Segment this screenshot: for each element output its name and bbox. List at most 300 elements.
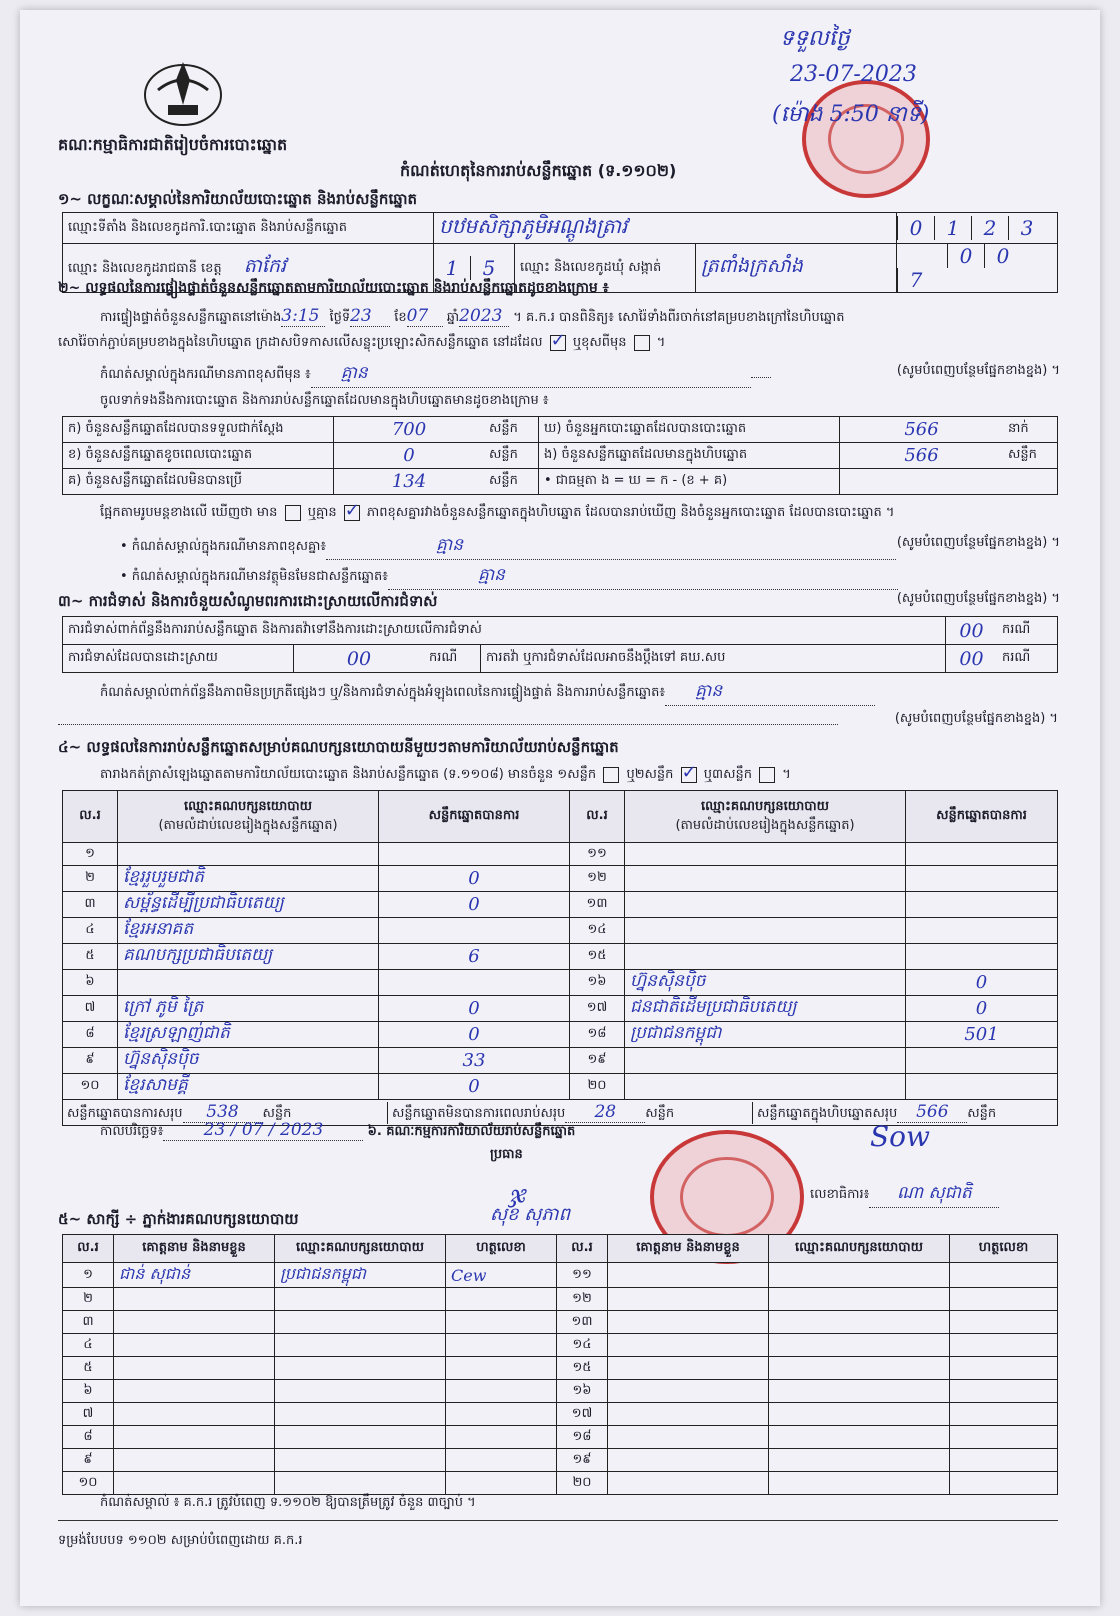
witness-party xyxy=(275,1472,446,1495)
witness-party xyxy=(275,1288,446,1311)
witness-signature xyxy=(446,1449,557,1472)
witness-signature xyxy=(446,1311,557,1334)
witness-party xyxy=(769,1403,950,1426)
unit: ករណី xyxy=(424,645,481,673)
left-label: ក) ចំនួនសន្លឹកឆ្នោតដែលបានទទួលជាក់ស្តែង xyxy=(63,417,334,443)
witness-signature xyxy=(446,1380,557,1403)
code-digit: 5 xyxy=(470,256,507,280)
witness-party xyxy=(275,1311,446,1334)
note1-line xyxy=(100,362,1060,388)
witness-signature: Cew xyxy=(446,1263,557,1288)
code-digit: 0 xyxy=(897,216,934,240)
witness-no: ១០ xyxy=(63,1472,114,1495)
text: ខែ xyxy=(394,310,407,325)
code-digit: 0 xyxy=(947,244,984,268)
footnote: កំណត់សម្គាល់ ៖ គ.ក.រ ត្រូវបំពេញ ទ.១១០២ ឱ្យបានត្រឹមត្រូវ ចំនួន ៣ច្បាប់ ។ xyxy=(100,1495,476,1510)
party-result-row xyxy=(63,866,1058,892)
party-no: ១៩ xyxy=(570,1048,625,1074)
party-result-row xyxy=(63,1022,1058,1048)
witness-row xyxy=(63,1426,1058,1449)
objection-row1-value: 00 xyxy=(945,617,997,645)
text: (សូមបំពេញបន្ថែមផ្នែកខាងខ្នង) ។ xyxy=(896,535,1060,550)
party-no: ១៥ xyxy=(570,944,625,970)
witness-party xyxy=(769,1380,950,1403)
text: កំណត់សម្គាល់ក្នុងករណីមានភាពខុសពីមុន ៖ xyxy=(100,367,311,382)
commune-value: ត្រពាំងក្រសាំង xyxy=(696,244,897,293)
right-value: 566 xyxy=(840,417,1004,443)
witness-no: ៥ xyxy=(63,1357,114,1380)
footer-rule xyxy=(58,1520,1058,1521)
text: ឬគ្មាន xyxy=(307,505,337,520)
location-code xyxy=(897,213,1058,244)
document-title: កំណត់ហេតុនៃការរាប់សន្លឹកឆ្នោត (ទ.១១០២) xyxy=(400,161,677,180)
party-votes: 0 xyxy=(906,970,1058,996)
party-no: ១២ xyxy=(570,866,625,892)
received-note-time: (ម៉ោង 5:50 នាទី) xyxy=(772,102,930,127)
party-no: ១១ xyxy=(570,843,625,866)
three-sheets-checkbox[interactable] xyxy=(759,767,775,783)
party-no: ៧ xyxy=(63,996,118,1022)
witness-party xyxy=(275,1426,446,1449)
col-name: គោត្តនាម និងនាមខ្លួន xyxy=(114,1235,275,1263)
witness-signature xyxy=(950,1472,1058,1495)
party-votes xyxy=(379,843,570,866)
party-no: ២០ xyxy=(570,1074,625,1100)
sheets-line: តារាងកត់ត្រាសំឡេងឆ្នោតតាមការិយាល័យបោះឆ្នោត និងរាប់សន្លឹកឆ្នោត (ទ.១១០៨) មានចំនួន ១សន្លឹក ឬ២សន្លឹក ✓ ឬ៣សន្លឹក ។ xyxy=(100,766,791,785)
section5-title: ៥~ សាក្សី ÷ ភ្នាក់ងារគណបក្សនយោបាយ xyxy=(58,1210,299,1228)
text: (តាមលំដាប់លេខរៀងក្នុងសន្លឹកឆ្នោត) xyxy=(675,817,855,833)
party-result-row xyxy=(63,970,1058,996)
one-sheet-checkbox[interactable] xyxy=(603,767,619,783)
witness-no: ២០ xyxy=(557,1472,608,1495)
ballot-count-row xyxy=(63,417,1058,443)
col-votes: សន្លឹកឆ្នោតបានការ xyxy=(379,791,570,843)
right-value xyxy=(840,469,1004,495)
appeal-value: 00 xyxy=(945,645,997,673)
form-note: ទម្រង់បែបបទ ១១០២ សម្រាប់បំពេញដោយ គ.ក.រ xyxy=(58,1533,303,1548)
party-no: ២ xyxy=(63,866,118,892)
party-party xyxy=(625,1074,906,1100)
section4-title: ៤~ លទ្ធផលនៃការរាប់សន្លឹកឆ្នោតសម្រាប់គណបក្សនយោបាយនីមួយៗតាមការិយាល័យរាប់សន្លឹកឆ្នោត xyxy=(58,738,619,756)
witness-party xyxy=(769,1288,950,1311)
party-votes xyxy=(906,1074,1058,1100)
objection-row1-label: ការជំទាស់ពាក់ព័ន្ធនឹងការរាប់សន្លឹកឆ្នោត និងការតវ៉ាទៅនឹងការដោះស្រាយលើការជំទាស់ xyxy=(63,617,946,645)
text: សោរ៉ៃចាក់ភ្ជាប់គម្របខាងក្នុងនៃហិបឆ្នោត ក្រដាសបិទកាសលើសន្លុះប្រឡោះសិកសន្លឹកឆ្នោត នៅដដែល xyxy=(58,335,543,350)
witness-row xyxy=(63,1311,1058,1334)
witness-no: ១៦ xyxy=(557,1380,608,1403)
party-votes: 0 xyxy=(379,866,570,892)
witness-name: ជាន់ សុជាន់ xyxy=(114,1263,275,1288)
witness-name xyxy=(608,1357,769,1380)
party-no: ៤ xyxy=(63,918,118,944)
witness-party xyxy=(769,1357,950,1380)
party-result-row xyxy=(63,918,1058,944)
ballot-count-row xyxy=(63,469,1058,495)
col-no: ល.រ xyxy=(63,791,118,843)
party-votes xyxy=(906,918,1058,944)
text: សន្លឹកឆ្នោតមិនបានការពេលរាប់សរុប xyxy=(392,1105,566,1121)
left-value: 0 xyxy=(334,443,485,469)
witness-row xyxy=(63,1334,1058,1357)
party-votes xyxy=(379,970,570,996)
text: សន្លឹកឆ្នោតបានការសរុប xyxy=(67,1105,183,1121)
committee-label: ៦. គណៈកម្មការការិយាល័យរាប់សន្លឹកឆ្នោត xyxy=(367,1124,576,1139)
witness-no: ១៥ xyxy=(557,1357,608,1380)
chair-label: ប្រធាន xyxy=(490,1147,523,1162)
objections-table xyxy=(62,616,1058,673)
party-votes xyxy=(906,1048,1058,1074)
note3-value: គ្មាន xyxy=(388,564,898,590)
note-suffix xyxy=(58,710,1058,729)
note2-line xyxy=(120,534,1060,560)
witness-party xyxy=(275,1403,446,1426)
code-digit: 1 xyxy=(934,216,971,240)
witness-row xyxy=(63,1357,1058,1380)
party-party xyxy=(118,970,379,996)
ballot-intro: ចូលទាក់ទងនឹងការបោះឆ្នោត និងការរាប់សន្លឹកឆ្នោតដែលមានក្នុងហិបឆ្នោតមានដូចខាងក្រោម ៖ xyxy=(100,393,549,408)
witness-signature xyxy=(446,1403,557,1426)
party-party xyxy=(625,843,906,866)
witness-name xyxy=(114,1403,275,1426)
party-votes xyxy=(379,918,570,944)
party-votes xyxy=(906,843,1058,866)
party-party: គណបក្សប្រជាធិបតេយ្យ xyxy=(118,944,379,970)
witness-name xyxy=(114,1472,275,1495)
party-votes xyxy=(906,866,1058,892)
witness-name xyxy=(608,1263,769,1288)
col-party: ឈ្មោះគណបក្សនយោបាយ xyxy=(275,1235,446,1263)
witness-no: ៧ xyxy=(63,1403,114,1426)
witness-no: ២ xyxy=(63,1288,114,1311)
witness-signature xyxy=(446,1472,557,1495)
unit: ករណី xyxy=(997,617,1058,645)
party-party xyxy=(625,1048,906,1074)
witness-signature xyxy=(950,1357,1058,1380)
has-difference-checkbox[interactable] xyxy=(285,505,301,521)
party-votes: 0 xyxy=(379,892,570,918)
left-label: ខ) ចំនួនសន្លឹកឆ្នោតខូចពេលបោះឆ្នោត xyxy=(63,443,334,469)
code-digit: 0 xyxy=(984,244,1021,268)
witness-row xyxy=(63,1403,1058,1426)
witness-name xyxy=(608,1311,769,1334)
witness-no: ៤ xyxy=(63,1334,114,1357)
text: លេខាធិការ xyxy=(810,1187,864,1202)
text: កំណត់សម្គាល់ពាក់ព័ន្ធនឹងភាពមិនប្រក្រតីផ្សេងៗ ឬ/និងការជំទាស់ក្នុងអំឡុងពេលនៃការផ្ទៀងផ្ទាត់ និងការរាប់សន្លឹកឆ្នោត៖ xyxy=(100,685,666,700)
party-party xyxy=(625,918,906,944)
party-party: ខ្មែររួបរួមជាតិ xyxy=(118,866,379,892)
party-no: ១៨ xyxy=(570,1022,625,1048)
received-note-date: 23-07-2023 xyxy=(790,62,917,87)
party-result-row xyxy=(63,843,1058,866)
party-party: ខ្មែរសាមគ្គី xyxy=(118,1074,379,1100)
text: • កំណត់សម្គាល់ក្នុងករណីមានភាពខុសគ្នា៖ xyxy=(120,539,327,554)
witness-party xyxy=(769,1472,950,1495)
party-party: ហ្វ៊ុនស៊ិនប៉ិច xyxy=(118,1048,379,1074)
witness-party xyxy=(275,1357,446,1380)
secretary-signature: Sow xyxy=(870,1120,931,1153)
section1-title: ១~ លក្ខណៈសម្គាល់នៃការិយាល័យបោះឆ្នោត និងរាប់សន្លឹកឆ្នោត xyxy=(58,190,418,208)
party-party: ក្រៅ ភូមិ ត្រៃ xyxy=(118,996,379,1022)
total-valid-value: 538 xyxy=(183,1102,263,1123)
party-votes: 33 xyxy=(379,1048,570,1074)
witness-no: ១៣ xyxy=(557,1311,608,1334)
left-unit: សន្លឹក xyxy=(484,469,539,495)
count-date: 23 / 07 / 2023 xyxy=(163,1120,363,1141)
witness-no: ១១ xyxy=(557,1263,608,1288)
col-votes: សន្លឹកឆ្នោតបានការ xyxy=(906,791,1058,843)
section2-title: ២~ លទ្ធផលនៃការផ្ទៀងផ្ទាត់ចំនួនសន្លឹកឆ្នោតតាមការិយាល័យបោះឆ្នោត និងរាប់សន្លឹកឆ្នោតដូចខាងក្រោម ៖ xyxy=(58,280,609,296)
text: ឬខុសពីមុន xyxy=(572,335,627,350)
party-party: ខ្មែរអនាគត xyxy=(118,918,379,944)
witness-name xyxy=(608,1449,769,1472)
col-party xyxy=(625,791,906,843)
witness-signature xyxy=(446,1357,557,1380)
col-no: ល.រ xyxy=(63,1235,114,1263)
party-party xyxy=(625,892,906,918)
party-result-row xyxy=(63,996,1058,1022)
party-votes: 0 xyxy=(379,1022,570,1048)
appeal-label: ការតវ៉ា ឬការជំទាស់ដែលអាចនឹងប្តឹងទៅ គឃ.សប xyxy=(481,645,946,673)
ballot-counts-table xyxy=(62,416,1058,495)
two-sheets-checkbox[interactable] xyxy=(681,767,697,783)
right-label: • ជាធម្មតា ង = ឃ = ក - (ខ + គ) xyxy=(539,469,840,495)
text: ។ គ.ក.រ បានពិនិត្យ៖ សោរ៉ៃទាំងពីរចាក់នៅគម្របខាងក្រៅនៃហិបឆ្នោត xyxy=(513,310,845,325)
commune-code xyxy=(897,244,1058,293)
witness-signature xyxy=(446,1288,557,1311)
witness-name xyxy=(608,1334,769,1357)
date-line xyxy=(100,1120,575,1142)
witness-no: ១៩ xyxy=(557,1449,608,1472)
text: ភាពខុសគ្នារវាងចំនួនសន្លឹកឆ្នោតក្នុងហិបឆ្នោត ដែលបានរាប់ឃើញ និងចំនួនអ្នកបោះឆ្នោត ដែលបានបោះឆ្នោត ។ xyxy=(366,505,895,520)
witness-no: ១៤ xyxy=(557,1334,608,1357)
text: ឬ៣សន្លឹក xyxy=(703,767,752,782)
code-digit: 7 xyxy=(897,268,934,292)
party-party: ហ្វ៊ុនស៊ិនប៉ិច xyxy=(625,970,906,996)
left-unit: សន្លឹក xyxy=(484,417,539,443)
section3-title: ៣~ ការជំទាស់ និងការចំនួយសំណូមពរការដោះស្រាយលើការជំទាស់ xyxy=(58,592,438,610)
witness-signature xyxy=(446,1334,557,1357)
no-difference-checkbox[interactable] xyxy=(344,505,360,521)
party-result-row xyxy=(63,892,1058,918)
witness-row xyxy=(63,1380,1058,1403)
witness-signature xyxy=(950,1288,1058,1311)
right-label: ង) ចំនួនសន្លឹកឆ្នោតដែលមានក្នុងហិបឆ្នោត xyxy=(539,443,840,469)
verify-month: 07 xyxy=(407,306,443,327)
received-stamp xyxy=(802,80,930,198)
witness-name xyxy=(608,1403,769,1426)
commission-name: គណៈកម្មាធិការជាតិរៀបចំការបោះឆ្នោត xyxy=(58,135,288,154)
witness-table xyxy=(62,1234,1058,1495)
party-votes: 6 xyxy=(379,944,570,970)
text: (តាមលំដាប់លេខរៀងក្នុងសន្លឹកឆ្នោត) xyxy=(158,817,338,833)
witness-signature xyxy=(950,1334,1058,1357)
party-no: ៩ xyxy=(63,1048,118,1074)
right-unit: សន្លឹក xyxy=(1003,443,1058,469)
witness-party xyxy=(769,1311,950,1334)
witness-name xyxy=(608,1288,769,1311)
text: តារាងកត់ត្រាសំឡេងឆ្នោតតាមការិយាល័យបោះឆ្នោត និងរាប់សន្លឹកឆ្នោត (ទ.១១០៨) មានចំនួន ១សន្លឹក xyxy=(100,767,597,782)
party-no: ៣ xyxy=(63,892,118,918)
party-no: ៨ xyxy=(63,1022,118,1048)
text: ឈ្មោះគណបក្សនយោបាយ xyxy=(184,798,312,814)
party-result-row xyxy=(63,1048,1058,1074)
witness-signature xyxy=(950,1311,1058,1334)
text: សន្លឹក xyxy=(967,1105,997,1121)
witness-name xyxy=(114,1311,275,1334)
witness-party xyxy=(275,1449,446,1472)
right-unit: នាក់ xyxy=(1003,417,1058,443)
code-digit: 2 xyxy=(971,216,1008,240)
party-no: ១៦ xyxy=(570,970,625,996)
witness-no: ១២ xyxy=(557,1288,608,1311)
witness-signature xyxy=(446,1426,557,1449)
chair-signature: ჯ xyxy=(510,1180,527,1208)
province-label: ឈ្មោះ និងលេខកូដរាជធានី ខេត្ត xyxy=(68,261,222,276)
text: សន្លឹកឆ្នោតក្នុងហិបឆ្នោតសរុប xyxy=(757,1105,898,1121)
commune-label: ឈ្មោះ និងលេខកូដឃុំ សង្កាត់ xyxy=(515,244,696,293)
right-label: ឃ) ចំនួនអ្នកបោះឆ្នោតដែលបានបោះឆ្នោត xyxy=(539,417,840,443)
party-votes: 0 xyxy=(379,996,570,1022)
verify-time: 3:15 xyxy=(281,306,325,327)
text: (សូមបំពេញបន្ថែមផ្នែកខាងខ្នង) ។ xyxy=(896,591,1060,606)
code-digit: 3 xyxy=(1008,216,1045,240)
witness-name xyxy=(114,1288,275,1311)
witness-party: ប្រជាជនកម្ពុជា xyxy=(275,1263,446,1288)
witness-name xyxy=(114,1380,275,1403)
text: ការផ្ទៀងផ្ទាត់ចំនួនសន្លឹកឆ្នោតនៅម៉ោង xyxy=(100,310,282,325)
witness-signature xyxy=(950,1449,1058,1472)
witness-party xyxy=(769,1334,950,1357)
witness-signature xyxy=(950,1380,1058,1403)
total-invalid-value: 28 xyxy=(565,1102,645,1123)
party-votes: 0 xyxy=(906,996,1058,1022)
witness-party xyxy=(769,1449,950,1472)
resolved-value: 00 xyxy=(294,645,425,673)
witness-signature xyxy=(950,1263,1058,1288)
col-party xyxy=(118,791,379,843)
party-party xyxy=(625,944,906,970)
party-result-row xyxy=(63,1074,1058,1100)
witness-row xyxy=(63,1449,1058,1472)
party-party: សម្ព័ន្ធដើម្បីប្រជាធិបតេយ្យ xyxy=(118,892,379,918)
location-value: បឋមសិក្សាភូមិអណ្តូងត្រាវ xyxy=(434,213,897,244)
document-page xyxy=(20,10,1100,1606)
party-party: ប្រជាជនកម្ពុជា xyxy=(625,1022,906,1048)
witness-no: ៣ xyxy=(63,1311,114,1334)
text: (សូមបំពេញបន្ថែមផ្នែកខាងខ្នង) ។ xyxy=(896,363,1060,378)
col-sign: ហត្ថលេខា xyxy=(950,1235,1058,1263)
text: • កំណត់សម្គាល់ក្នុងករណីមានវត្ថុមិនមែនជាសន្លឹកឆ្នោត៖ xyxy=(120,569,388,584)
received-note-line1: ទទួលថ្ងៃ xyxy=(780,26,850,51)
difference-line xyxy=(100,504,1060,523)
party-no: ១៤ xyxy=(570,918,625,944)
witness-name xyxy=(114,1334,275,1357)
witness-party xyxy=(275,1380,446,1403)
left-label: គ) ចំនួនសន្លឹកឆ្នោតដែលមិនបានប្រើ xyxy=(63,469,334,495)
location-label: ឈ្មោះទីតាំង និងលេខកូដការិ.បោះឆ្នោត និងរាប់សន្លឹកឆ្នោត xyxy=(63,213,434,244)
witness-no: ១៨ xyxy=(557,1426,608,1449)
witness-no: ៩ xyxy=(63,1449,114,1472)
witness-signature xyxy=(950,1426,1058,1449)
party-votes: 0 xyxy=(379,1074,570,1100)
col-sign: ហត្ថលេខា xyxy=(446,1235,557,1263)
witness-name xyxy=(608,1380,769,1403)
party-no: ៦ xyxy=(63,970,118,996)
party-votes xyxy=(906,892,1058,918)
left-unit: សន្លឹក xyxy=(484,443,539,469)
verify-day: 23 xyxy=(350,306,390,327)
right-value: 566 xyxy=(840,443,1004,469)
ballot-count-row xyxy=(63,443,1058,469)
secretary-name: ណា សុជាតិ xyxy=(869,1182,999,1208)
witness-no: ១ xyxy=(63,1263,114,1288)
chair-name: សុខ សុភាព xyxy=(490,1204,570,1225)
col-no: ល.រ xyxy=(557,1235,608,1263)
col-party: ឈ្មោះគណបក្សនយោបាយ xyxy=(769,1235,950,1263)
total-box-value: 566 xyxy=(897,1102,967,1123)
witness-name xyxy=(114,1357,275,1380)
witness-row xyxy=(63,1263,1058,1288)
text: ឈ្មោះគណបក្សនយោបាយ xyxy=(701,798,829,814)
witness-name xyxy=(114,1449,275,1472)
unit: ករណី xyxy=(997,645,1058,673)
text: ឆ្នាំ xyxy=(446,310,460,325)
witness-no: ៦ xyxy=(63,1380,114,1403)
party-party: ជនជាតិដើមប្រជាធិបតេយ្យ xyxy=(625,996,906,1022)
text: សន្លឹក xyxy=(262,1105,292,1121)
party-party: ខ្មែរស្រឡាញ់ជាតិ xyxy=(118,1022,379,1048)
col-name: គោត្តនាម និងនាមខ្លួន xyxy=(608,1235,769,1263)
text: (សូមបំពេញបន្ថែមផ្នែកខាងខ្នង) ។ xyxy=(894,711,1058,726)
text: ថ្ងៃទី xyxy=(329,310,351,325)
right-unit xyxy=(1003,469,1058,495)
unchanged-checkbox[interactable] xyxy=(550,335,566,351)
party-votes xyxy=(906,944,1058,970)
left-value: 134 xyxy=(334,469,485,495)
code-digit: 1 xyxy=(445,256,459,280)
province-value: តាកែវ xyxy=(243,255,286,277)
party-no: ១ xyxy=(63,843,118,866)
party-party xyxy=(625,866,906,892)
party-results-table xyxy=(62,790,1058,1126)
text: កាលបរិច្ឆេទ៖ xyxy=(100,1124,164,1139)
verify-year: 2023 xyxy=(459,306,509,327)
irregularity-note xyxy=(100,680,1060,706)
party-no: ៥ xyxy=(63,944,118,970)
col-no: ល.រ xyxy=(570,791,625,843)
left-value: 700 xyxy=(334,417,485,443)
witness-no: ១៧ xyxy=(557,1403,608,1426)
witness-party xyxy=(275,1334,446,1357)
witness-no: ៨ xyxy=(63,1426,114,1449)
note1-value: គ្មាន xyxy=(311,362,751,388)
witness-party xyxy=(769,1426,950,1449)
text: ឬ២សន្លឹក xyxy=(626,767,674,782)
text: សន្លឹក xyxy=(645,1105,675,1121)
note2-value: គ្មាន xyxy=(326,534,896,560)
changed-checkbox[interactable] xyxy=(634,335,650,351)
witness-party xyxy=(769,1263,950,1288)
witness-signature xyxy=(950,1403,1058,1426)
text: ផ្អែកតាមរូបមន្តខាងលើ ឃើញថា មាន xyxy=(100,505,278,520)
party-no: ១៣ xyxy=(570,892,625,918)
party-no: ១៧ xyxy=(570,996,625,1022)
secretary-line: លេខាធិការ៖ ណា សុជាតិ xyxy=(810,1182,999,1208)
seal-paragraph: សោរ៉ៃចាក់ភ្ជាប់គម្របខាងក្នុងនៃហិបឆ្នោត ក្រដាសបិទកាសលើសន្លុះប្រឡោះសិកសន្លឹកឆ្នោត នៅដដែល ✓ ឬខុសពីមុន ។ xyxy=(58,334,665,353)
witness-name xyxy=(608,1426,769,1449)
party-votes: 501 xyxy=(906,1022,1058,1048)
verification-paragraph xyxy=(100,306,1060,328)
